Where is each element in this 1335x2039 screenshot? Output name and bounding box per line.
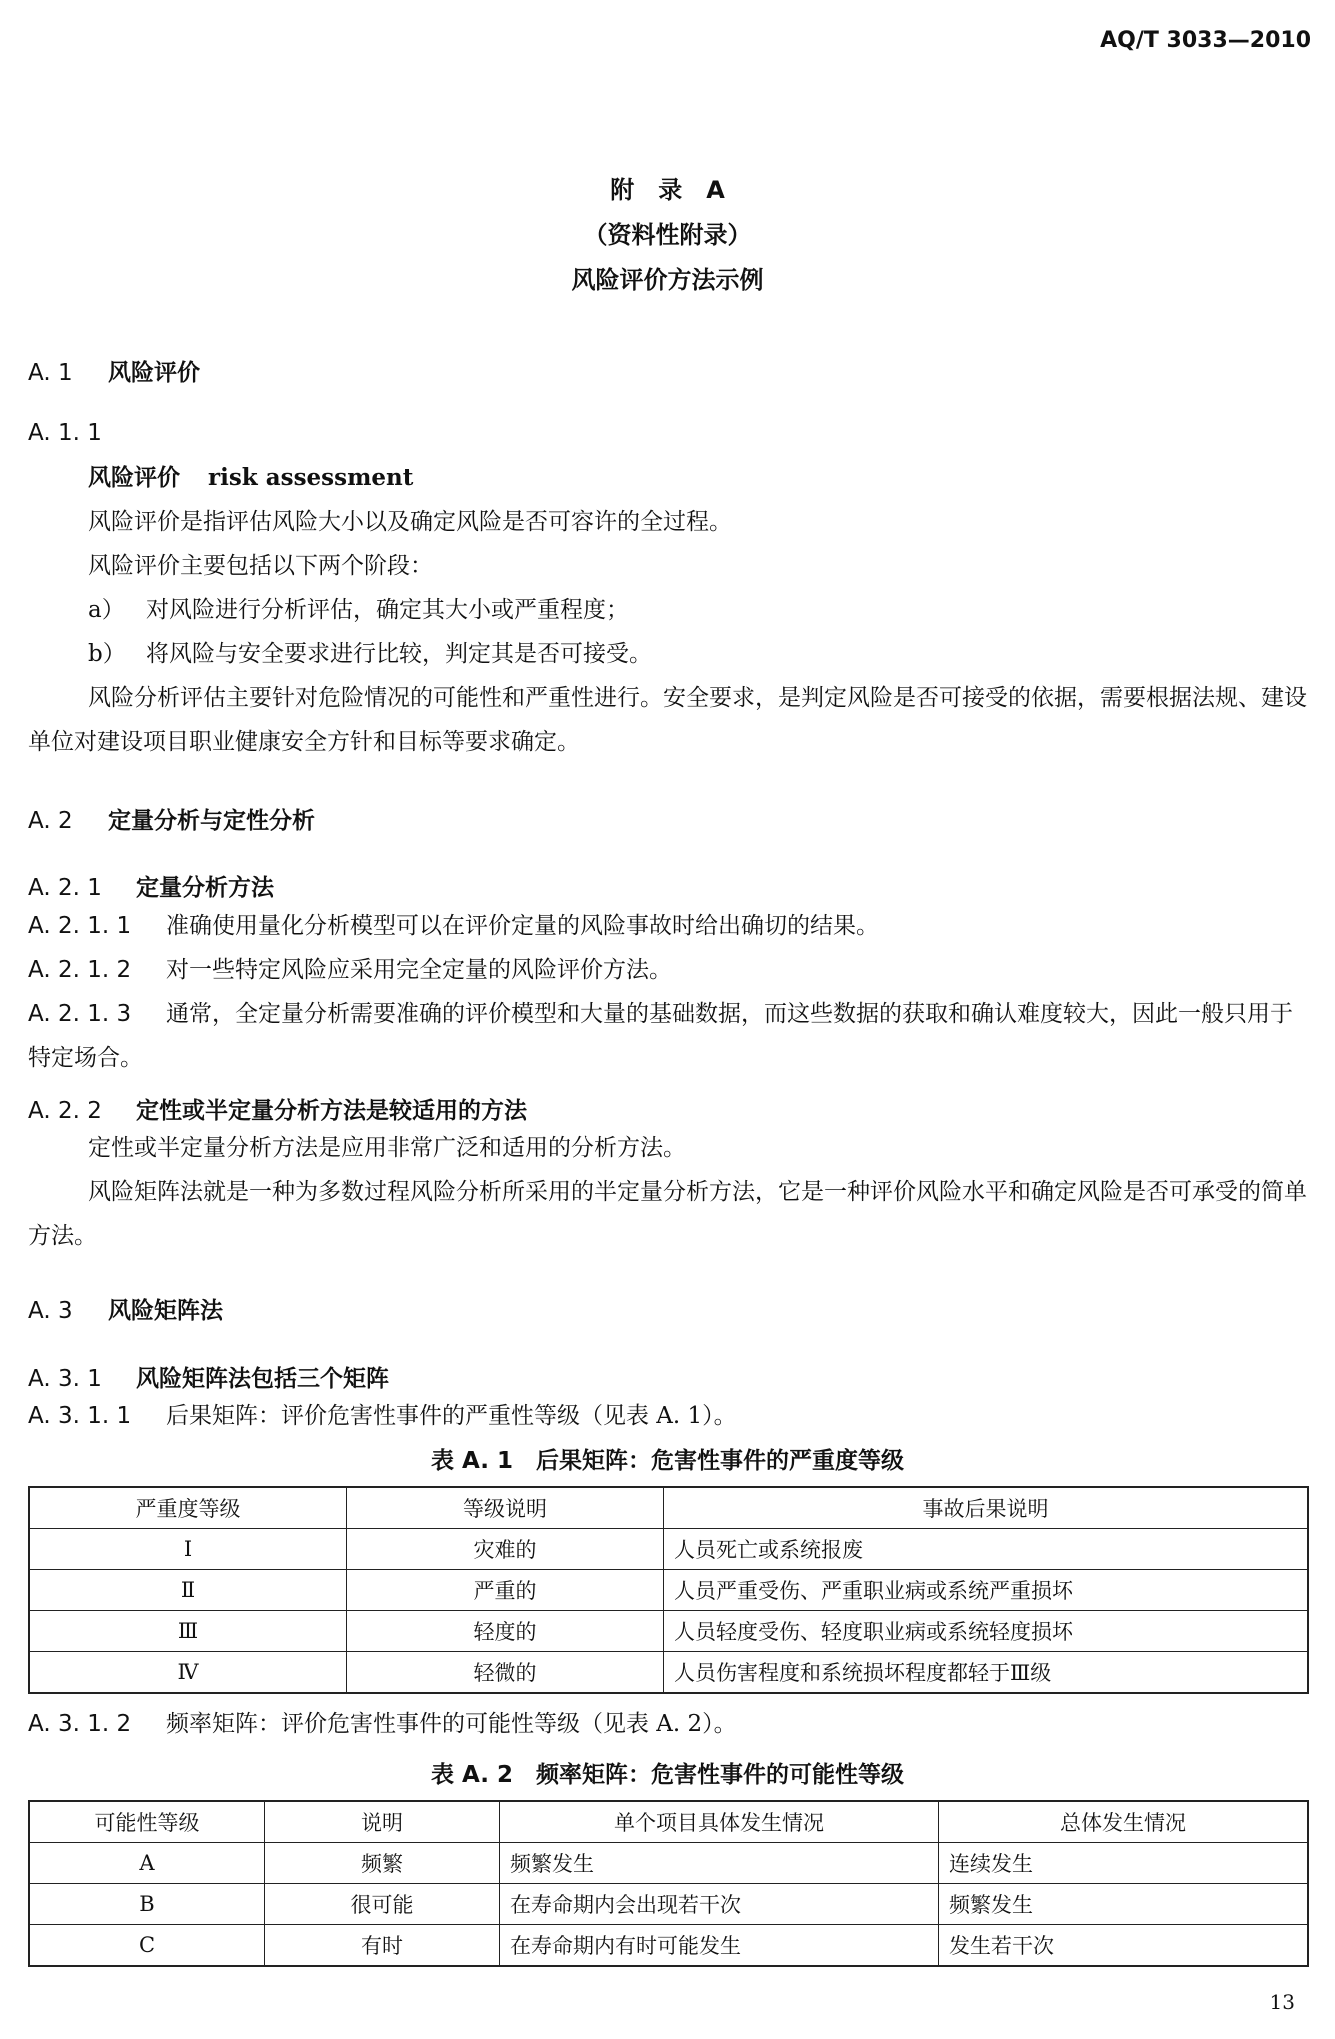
table-header-row xyxy=(29,1801,1308,1843)
stages-intro: 风险评价主要包括以下两个阶段： xyxy=(88,553,433,579)
section-title: 风险矩阵法 xyxy=(108,1298,223,1324)
table1-consequence-matrix xyxy=(28,1486,1309,1694)
standard-code: AQ/T 3033—2010 xyxy=(1100,28,1311,53)
table-cell: 人员严重受伤、严重职业病或系统严重损坏 xyxy=(664,1570,1309,1611)
table-row xyxy=(29,1925,1308,1967)
term-definition: 风险评价是指评估风险大小以及确定风险是否可容许的全过程。 xyxy=(88,509,732,535)
clause-number: A. 2. 1. 3 xyxy=(28,1001,132,1027)
section-a1-heading xyxy=(28,354,200,387)
section-title: 定量分析与定性分析 xyxy=(108,808,315,834)
clause-text: 准确使用量化分析模型可以在评价定量的风险事故时给出确切的结果。 xyxy=(166,913,879,939)
table-row xyxy=(29,1611,1308,1652)
table-cell: 连续发生 xyxy=(939,1843,1309,1884)
table-cell: 在寿命期内会出现若干次 xyxy=(500,1884,939,1925)
table-cell: 频繁发生 xyxy=(500,1843,939,1884)
table-cell: 有时 xyxy=(265,1925,500,1967)
section-title: 风险评价 xyxy=(108,360,200,386)
table-cell: Ⅱ xyxy=(29,1570,347,1611)
section-a2-heading xyxy=(28,802,315,835)
clause-a11-number xyxy=(28,420,108,446)
list-text: 对风险进行分析评估，确定其大小或严重程度； xyxy=(146,597,629,623)
table-cell: 人员轻度受伤、轻度职业病或系统轻度损坏 xyxy=(664,1611,1309,1652)
table-header-cell: 可能性等级 xyxy=(29,1801,265,1843)
table-cell: A xyxy=(29,1843,265,1884)
paragraph-a22-1: 定性或半定量分析方法是应用非常广泛和适用的分析方法。 xyxy=(88,1135,686,1161)
clause-number: A. 1. 1 xyxy=(28,420,102,446)
table-header-cell: 等级说明 xyxy=(347,1487,664,1529)
clause-text: 对一些特定风险应采用完全定量的风险评价方法。 xyxy=(166,957,672,983)
list-label: b） xyxy=(88,641,126,667)
table-row xyxy=(29,1570,1308,1611)
clause-title: 定量分析方法 xyxy=(136,875,274,901)
table-cell: Ⅳ xyxy=(29,1652,347,1694)
page-number: 13 xyxy=(1269,1990,1295,2014)
table-row xyxy=(29,1884,1308,1925)
appendix-subtitle: 风险评价方法示例 xyxy=(571,266,764,294)
clause-text: 通常，全定量分析需要准确的评价模型和大量的基础数据，而这些数据的获取和确认难度较大，因此一般只用于特定场合。 xyxy=(28,1001,1293,1071)
appendix-nature: （资料性附录） xyxy=(583,221,752,249)
term-chinese: 风险评价 xyxy=(88,465,180,491)
section-number: A. 2 xyxy=(28,808,73,834)
table-header-cell: 单个项目具体发生情况 xyxy=(500,1801,939,1843)
table-cell: 人员伤害程度和系统损坏程度都轻于Ⅲ级 xyxy=(664,1652,1309,1694)
term-entry xyxy=(88,456,413,500)
clause-a311 xyxy=(28,1394,737,1438)
table2-frequency-matrix xyxy=(28,1800,1309,1967)
table-cell: 频繁发生 xyxy=(939,1884,1309,1925)
table-header-cell: 严重度等级 xyxy=(29,1487,347,1529)
clause-a211 xyxy=(28,904,879,948)
list-item-b xyxy=(88,632,652,676)
clause-number: A. 2. 1 xyxy=(28,875,102,901)
clause-a22-heading xyxy=(28,1092,527,1125)
clause-number: A. 3. 1. 1 xyxy=(28,1403,132,1429)
table-cell: 轻微的 xyxy=(347,1652,664,1694)
term-english: risk assessment xyxy=(208,464,414,491)
table-cell: 人员死亡或系统报废 xyxy=(664,1529,1309,1570)
list-text: 将风险与安全要求进行比较，判定其是否可接受。 xyxy=(146,641,652,667)
clause-a312 xyxy=(28,1702,737,1746)
table-cell: Ⅰ xyxy=(29,1529,347,1570)
table1-caption: 表 A. 1 后果矩阵：危害性事件的严重度等级 xyxy=(431,1448,904,1474)
table-cell: 在寿命期内有时可能发生 xyxy=(500,1925,939,1967)
table-cell: Ⅲ xyxy=(29,1611,347,1652)
clause-number: A. 2. 2 xyxy=(28,1098,102,1124)
table-row xyxy=(29,1529,1308,1570)
table-cell: 轻度的 xyxy=(347,1611,664,1652)
table-row xyxy=(29,1652,1308,1694)
paragraph-a22-2: 风险矩阵法就是一种为多数过程风险分析所采用的半定量分析方法，它是一种评价风险水平和确定风险是否可承受的简单方法。 xyxy=(28,1179,1307,1249)
table-cell: 严重的 xyxy=(347,1570,664,1611)
table-header-cell: 事故后果说明 xyxy=(664,1487,1309,1529)
table-header-cell: 说明 xyxy=(265,1801,500,1843)
clause-a213 xyxy=(28,992,1308,1080)
list-item-a xyxy=(88,588,629,632)
clause-number: A. 2. 1. 2 xyxy=(28,957,132,983)
table-cell: 很可能 xyxy=(265,1884,500,1925)
clause-number: A. 2. 1. 1 xyxy=(28,913,132,939)
clause-a21-heading xyxy=(28,869,274,902)
clause-a31-heading xyxy=(28,1360,389,1393)
table-cell: B xyxy=(29,1884,265,1925)
table-row xyxy=(29,1843,1308,1884)
section-number: A. 3 xyxy=(28,1298,73,1324)
table-header-cell: 总体发生情况 xyxy=(939,1801,1309,1843)
paragraph-risk-analysis: 风险分析评估主要针对危险情况的可能性和严重性进行。安全要求，是判定风险是否可接受的依据，需要根据法规、建设单位对建设项目职业健康安全方针和目标等要求确定。 xyxy=(28,685,1307,755)
table-cell: 灾难的 xyxy=(347,1529,664,1570)
clause-text: 频率矩阵：评价危害性事件的可能性等级（见表 A. 2）。 xyxy=(166,1711,737,1737)
table-cell: 频繁 xyxy=(265,1843,500,1884)
clause-a212 xyxy=(28,948,672,992)
clause-number: A. 3. 1. 2 xyxy=(28,1711,132,1737)
clause-title: 定性或半定量分析方法是较适用的方法 xyxy=(136,1098,527,1124)
table-header-row xyxy=(29,1487,1308,1529)
table2-caption: 表 A. 2 频率矩阵：危害性事件的可能性等级 xyxy=(431,1762,904,1788)
appendix-title: 附 录 A xyxy=(610,176,725,204)
clause-title: 风险矩阵法包括三个矩阵 xyxy=(136,1366,389,1392)
clause-text: 后果矩阵：评价危害性事件的严重性等级（见表 A. 1）。 xyxy=(166,1403,737,1429)
section-a3-heading xyxy=(28,1292,223,1325)
table-cell: 发生若干次 xyxy=(939,1925,1309,1967)
table-cell: C xyxy=(29,1925,265,1967)
section-number: A. 1 xyxy=(28,360,73,386)
clause-number: A. 3. 1 xyxy=(28,1366,102,1392)
list-label: a） xyxy=(88,597,125,623)
